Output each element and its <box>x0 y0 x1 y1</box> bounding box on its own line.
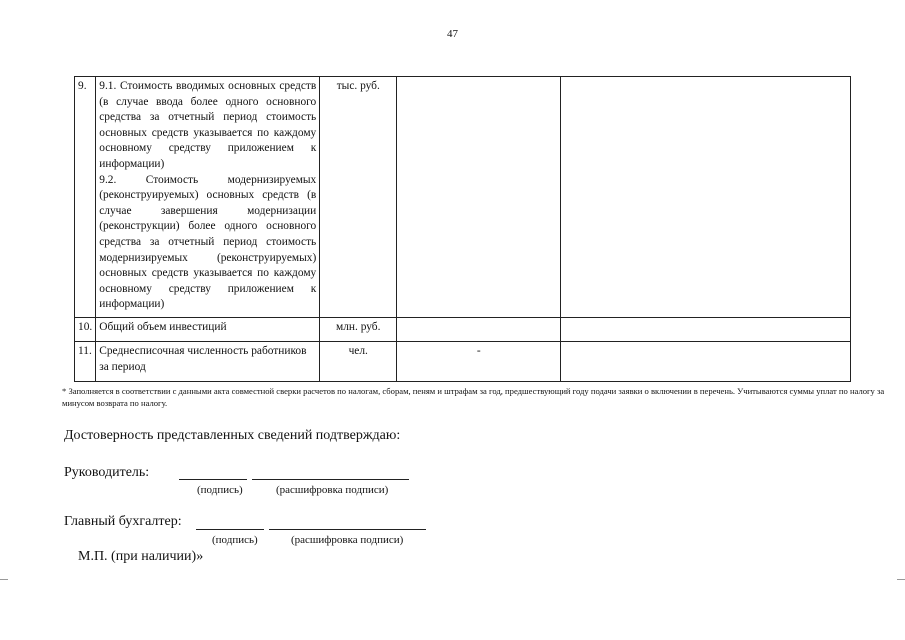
director-signature-line <box>179 479 247 480</box>
row-number: 11. <box>75 342 96 382</box>
stamp-note: М.П. (при наличии)» <box>78 549 204 564</box>
director-decoding-line <box>252 479 409 480</box>
footnote: * Заполняется в соответствии с данными акта совместной сверки расчетов по налогам, сборам, пеням и штрафам за год, предшествующий году подачи заявки о включении в перечень. Учитываются суммы уплат по налогу за минусом возврата по налогу. <box>62 386 885 408</box>
row-unit: тыс. руб. <box>320 77 397 318</box>
left-edge-mark <box>0 579 8 580</box>
row-value-1 <box>397 318 561 342</box>
row-unit: чел. <box>320 342 397 382</box>
information-table <box>74 76 851 382</box>
row-value-2 <box>561 342 851 382</box>
accountant-decoding-caption: (расшифровка подписи) <box>291 534 404 546</box>
row-value-1: - <box>397 342 561 382</box>
table-row <box>75 77 851 318</box>
accountant-decoding-line <box>269 529 426 530</box>
page-number: 47 <box>447 28 458 40</box>
director-signature-caption: (подпись) <box>197 484 243 496</box>
row-description <box>96 77 320 318</box>
accountant-label: Главный бухгалтер: <box>64 514 182 529</box>
row-unit: млн. руб. <box>320 318 397 342</box>
director-label: Руководитель: <box>64 465 150 480</box>
accountant-signature-caption: (подпись) <box>212 534 258 546</box>
row-value-1 <box>397 77 561 318</box>
row-value-2 <box>561 77 851 318</box>
right-edge-mark <box>897 579 905 580</box>
table-row <box>75 318 851 342</box>
row-description-text: 9.1. Стоимость вводимых основных средств (в случае ввода более одного основного средства за отчетный период стоимость основных средств указывается по каждому основному средству приложением к информации) 9.2. Стоимость модернизируемых (реконструируемых) основных средств (в случае завершения модернизации (реконструкции) более одного основного средства за отчетный период стоимость модернизируемых (реконструируемых) основных средств указывается по каждому основному средству приложением к информации) <box>99 80 317 311</box>
row-number: 10. <box>75 318 96 342</box>
table-row <box>75 342 851 382</box>
row-number: 9. <box>75 77 96 318</box>
row-description: Общий объем инвестиций <box>96 318 320 342</box>
row-value-2 <box>561 318 851 342</box>
director-decoding-caption: (расшифровка подписи) <box>276 484 389 496</box>
accountant-signature-line <box>196 529 264 530</box>
row-description: Среднесписочная численность работников за период <box>96 342 320 382</box>
confirmation-statement: Достоверность представленных сведений подтверждаю: <box>64 428 401 443</box>
